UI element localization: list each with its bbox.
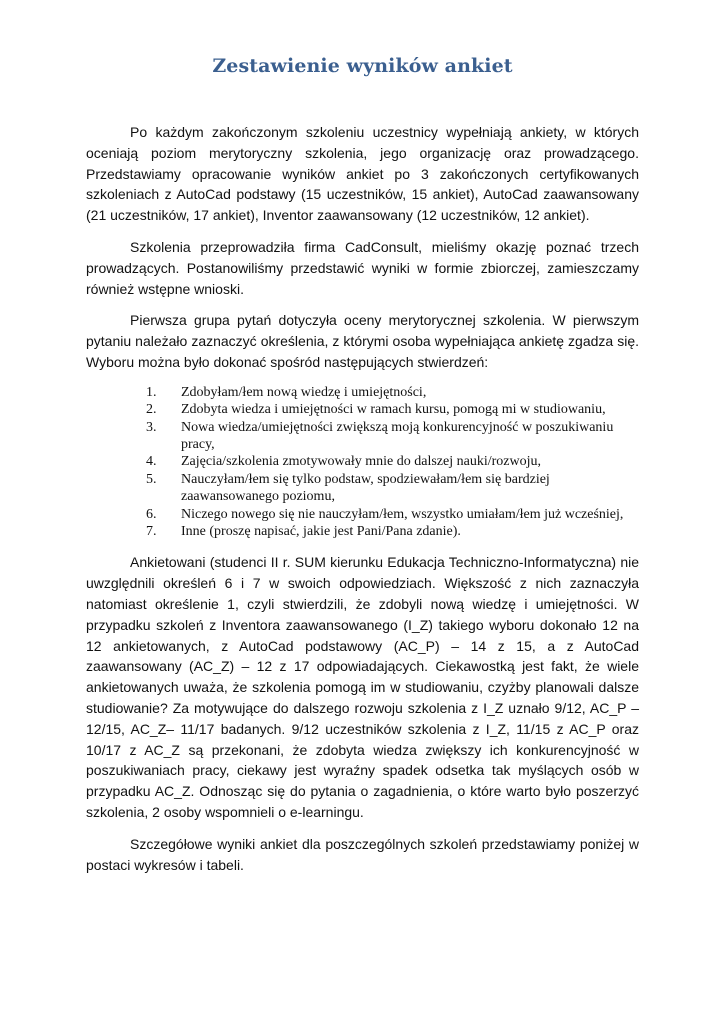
list-item-text: Niczego nowego się nie nauczyłam/łem, wszystko umiałam/łem już wcześniej, <box>181 506 624 522</box>
list-item-number: 7. <box>146 524 157 540</box>
list-item-text: Inne (proszę napisać, jakie jest Pani/Pana zdanie). <box>181 524 461 540</box>
list-item-number: 1. <box>146 384 157 400</box>
document-body <box>86 122 639 875</box>
list-item-text: Zdobyta wiedza i umiejętności w ramach kursu, pomogą mi w studiowaniu, <box>181 402 606 418</box>
list-item-text: Zajęcia/szkolenia zmotywowały mnie do dalszej nauki/rozwoju, <box>181 454 541 470</box>
list-item <box>146 401 639 418</box>
list-item-text: Nauczyłam/łem się tylko podstaw, spodziewałam/łem się bardziej zaawansowanego poziomu, <box>181 471 550 505</box>
list-item-text: Nowa wiedza/umiejętności zwiększą moją konkurencyjność w poszukiwaniu pracy, <box>181 419 614 452</box>
paragraph-intro: Po każdym zakończonym szkoleniu uczestnicy wypełniają ankiety, w których oceniają poziom merytoryczny szkolenia, jego organizację oraz prowadzącego. Przedstawiamy opracowanie wyników ankiet po 3 zakończonych certyfikowanych szkoleniach z AutoCad podstawy (15 uczestników, 15 ankiet), AutoCad zaawansowany (21 uczestników, 17 ankiet), Inventor zaawansowany (12 uczestników, 12 ankiet). <box>86 124 639 224</box>
paragraph-results: Ankietowani (studenci II r. SUM kierunku Edukacja Techniczno-Informatyczna) nie uwzględnili określeń 6 i 7 w swoich odpowiedziach. Większość z nich zaznaczyła natomiast określenie 1, czyli stwierdzili, że zdobyli nową wiedzę i umiejętności. W przypadku szkoleń z Inventora zaawansowanego (I_Z) takiego wyboru dokonało 12 na 12 ankietowanych, z AutoCad podstawowy (AC_P) – 14 z 15, a z AutoCad zaawansowany (AC_Z) – 12 z 17 odpowiadających. Ciekawostką jest fakt, że wiele ankietowanych uważa, że szkolenia pomogą im w studiowaniu, czyżby planowali dalsze studiowanie? Za motywujące do dalszego rozwoju szkolenia z I_Z uznało 9/12, AC_P – 12/15, AC_Z– 11/17 badanych. 9/12 uczestników szkolenia z I_Z, 11/15 z AC_P oraz 10/17 z AC_Z są przekonani, że zdobyta wiedza zwiększy ich konkurencyjność w poszukiwaniach pracy, ciekawy jest wyraźny spadek odsetka tak myślących osób w przypadku AC_Z. Odnosząc się do pytania o zagadnienia, o które warto było poszerzyć szkolenia, 2 osoby wspomnieli o e-learningu. <box>86 554 639 820</box>
list-item-number: 3. <box>146 419 157 435</box>
paragraph-question-intro: Pierwsza grupa pytań dotyczyła oceny merytorycznej szkolenia. W pierwszym pytaniu należało zaznaczyć określenia, z którymi osoba wypełniająca ankietę zgadza się. Wyboru można było dokonać spośród następujących stwierdzeń: <box>86 312 639 370</box>
list-item-number: 2. <box>146 402 157 418</box>
statement-list <box>86 384 639 541</box>
document-title: Zestawienie wyników ankiet <box>212 55 513 77</box>
list-item <box>146 419 639 454</box>
list-item <box>146 453 639 470</box>
list-item-number: 5. <box>146 471 157 487</box>
list-item <box>146 471 639 506</box>
list-item-number: 6. <box>146 506 157 522</box>
paragraph-details: Szczegółowe wyniki ankiet dla poszczególnych szkoleń przedstawiamy poniżej w postaci wykresów i tabeli. <box>86 835 639 873</box>
list-item <box>146 506 639 523</box>
paragraph-organizer: Szkolenia przeprowadziła firma CadConsult, mieliśmy okazję poznać trzech prowadzących. Postanowiliśmy przedstawić wyniki w formie zbiorczej, zamieszczamy również wstępne wnioski. <box>86 238 639 297</box>
list-item-number: 4. <box>146 454 157 470</box>
list-item <box>146 523 639 540</box>
list-item <box>146 384 639 401</box>
list-item-text: Zdobyłam/łem nową wiedzę i umiejętności, <box>181 384 427 400</box>
